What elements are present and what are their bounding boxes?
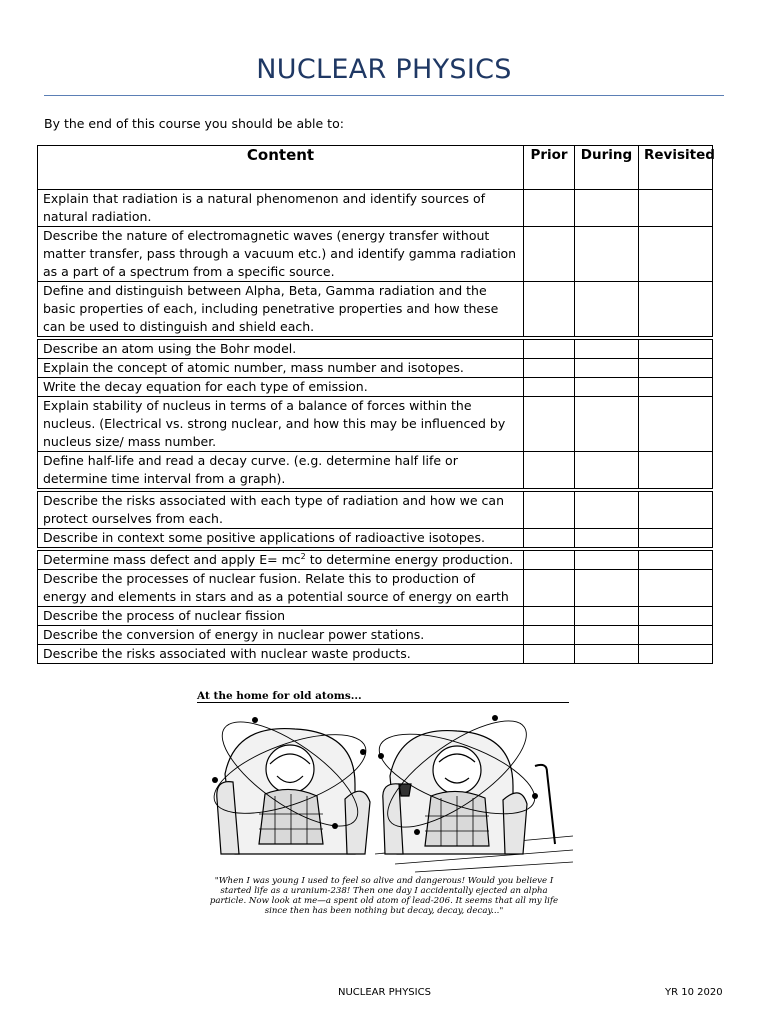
footer-title: NUCLEAR PHYSICS	[338, 987, 431, 998]
prior-cell[interactable]	[524, 190, 575, 227]
header-revisited: Revisited	[639, 146, 713, 190]
prior-cell[interactable]	[524, 282, 575, 339]
table-row	[38, 570, 713, 607]
prior-cell[interactable]	[524, 645, 575, 664]
table-row	[38, 282, 713, 339]
header-prior: Prior	[524, 146, 575, 190]
during-cell[interactable]	[575, 549, 639, 570]
table-header-row	[38, 146, 713, 190]
during-cell[interactable]	[575, 607, 639, 626]
table-row	[38, 529, 713, 550]
cartoon-illustration	[195, 704, 573, 876]
revisited-cell[interactable]	[639, 190, 713, 227]
prior-cell[interactable]	[524, 570, 575, 607]
revisited-cell[interactable]	[639, 452, 713, 491]
table-row	[38, 227, 713, 282]
cartoon-caption: "When I was young I used to feel so alive and dangerous! Would you believe I started life as a uranium-238! Then one day I accidentally ejected an alpha particle. Now look at me—a spent old atom of lead-206. It seems that all my life since then has been nothing but decay, decay, decay..."	[209, 876, 559, 916]
prior-cell[interactable]	[524, 607, 575, 626]
revisited-cell[interactable]	[639, 359, 713, 378]
table-row	[38, 490, 713, 529]
during-cell[interactable]	[575, 490, 639, 529]
during-cell[interactable]	[575, 227, 639, 282]
objective-text: Define half-life and read a decay curve. (e.g. determine half life or determine time interval from a graph).	[38, 452, 524, 491]
objective-text: Describe the risks associated with each type of radiation and how we can protect ourselves from each.	[38, 490, 524, 529]
during-cell[interactable]	[575, 626, 639, 645]
table-row	[38, 190, 713, 227]
during-cell[interactable]	[575, 359, 639, 378]
during-cell[interactable]	[575, 338, 639, 359]
revisited-cell[interactable]	[639, 549, 713, 570]
table-row	[38, 397, 713, 452]
header-content: Content	[38, 146, 524, 190]
table-row	[38, 452, 713, 491]
revisited-cell[interactable]	[639, 227, 713, 282]
prior-cell[interactable]	[524, 227, 575, 282]
objective-text-suffix: to determine energy production.	[305, 552, 514, 567]
table-row	[38, 378, 713, 397]
revisited-cell[interactable]	[639, 397, 713, 452]
during-cell[interactable]	[575, 529, 639, 550]
revisited-cell[interactable]	[639, 490, 713, 529]
table-row	[38, 359, 713, 378]
objective-text: Define and distinguish between Alpha, Beta, Gamma radiation and the basic properties of each, including penetrative properties and how these can be used to distinguish and shield each.	[38, 282, 524, 339]
intro-text: By the end of this course you should be able to:	[44, 116, 344, 131]
objective-text: Describe the risks associated with nuclear waste products.	[38, 645, 524, 664]
revisited-cell[interactable]	[639, 338, 713, 359]
objective-text: Describe an atom using the Bohr model.	[38, 338, 524, 359]
prior-cell[interactable]	[524, 529, 575, 550]
objective-text: Describe the conversion of energy in nuclear power stations.	[38, 626, 524, 645]
during-cell[interactable]	[575, 190, 639, 227]
objective-text: Explain the concept of atomic number, mass number and isotopes.	[38, 359, 524, 378]
prior-cell[interactable]	[524, 549, 575, 570]
objective-text: Describe the processes of nuclear fusion. Relate this to production of energy and elements in stars and as a potential source of energy on earth	[38, 570, 524, 607]
prior-cell[interactable]	[524, 490, 575, 529]
cartoon-heading-rule	[197, 702, 569, 703]
revisited-cell[interactable]	[639, 378, 713, 397]
objective-text: Explain stability of nucleus in terms of a balance of forces within the nucleus. (Electrical vs. strong nuclear, and how this may be influenced by nucleus size/ mass number.	[38, 397, 524, 452]
prior-cell[interactable]	[524, 626, 575, 645]
during-cell[interactable]	[575, 570, 639, 607]
objective-text: Describe in context some positive applications of radioactive isotopes.	[38, 529, 524, 550]
objective-text-main: Determine mass defect and apply E= mc	[43, 552, 301, 567]
during-cell[interactable]	[575, 645, 639, 664]
cartoon-heading: At the home for old atoms...	[197, 690, 362, 702]
footer-year: YR 10 2020	[665, 987, 723, 998]
table-row	[38, 645, 713, 664]
revisited-cell[interactable]	[639, 607, 713, 626]
during-cell[interactable]	[575, 452, 639, 491]
objective-text: Write the decay equation for each type of emission.	[38, 378, 524, 397]
revisited-cell[interactable]	[639, 570, 713, 607]
table-row	[38, 607, 713, 626]
superscript-2: 2	[300, 551, 306, 561]
objectives-table	[37, 145, 713, 664]
revisited-cell[interactable]	[639, 645, 713, 664]
objective-text	[38, 549, 524, 570]
table-row	[38, 338, 713, 359]
objective-text: Explain that radiation is a natural phenomenon and identify sources of natural radiation.	[38, 190, 524, 227]
revisited-cell[interactable]	[639, 529, 713, 550]
objective-text: Describe the process of nuclear fission	[38, 607, 524, 626]
revisited-cell[interactable]	[639, 282, 713, 339]
revisited-cell[interactable]	[639, 626, 713, 645]
header-during: During	[575, 146, 639, 190]
prior-cell[interactable]	[524, 378, 575, 397]
prior-cell[interactable]	[524, 397, 575, 452]
prior-cell[interactable]	[524, 359, 575, 378]
objective-text: Describe the nature of electromagnetic waves (energy transfer without matter transfer, pass through a vacuum etc.) and identify gamma radiation as a part of a spectrum from a specific source.	[38, 227, 524, 282]
table-row	[38, 626, 713, 645]
prior-cell[interactable]	[524, 452, 575, 491]
title-underline	[44, 95, 724, 96]
during-cell[interactable]	[575, 282, 639, 339]
prior-cell[interactable]	[524, 338, 575, 359]
old-atoms-cartoon	[195, 686, 573, 914]
table-row	[38, 549, 713, 570]
during-cell[interactable]	[575, 378, 639, 397]
during-cell[interactable]	[575, 397, 639, 452]
page-title: NUCLEAR PHYSICS	[256, 54, 512, 85]
